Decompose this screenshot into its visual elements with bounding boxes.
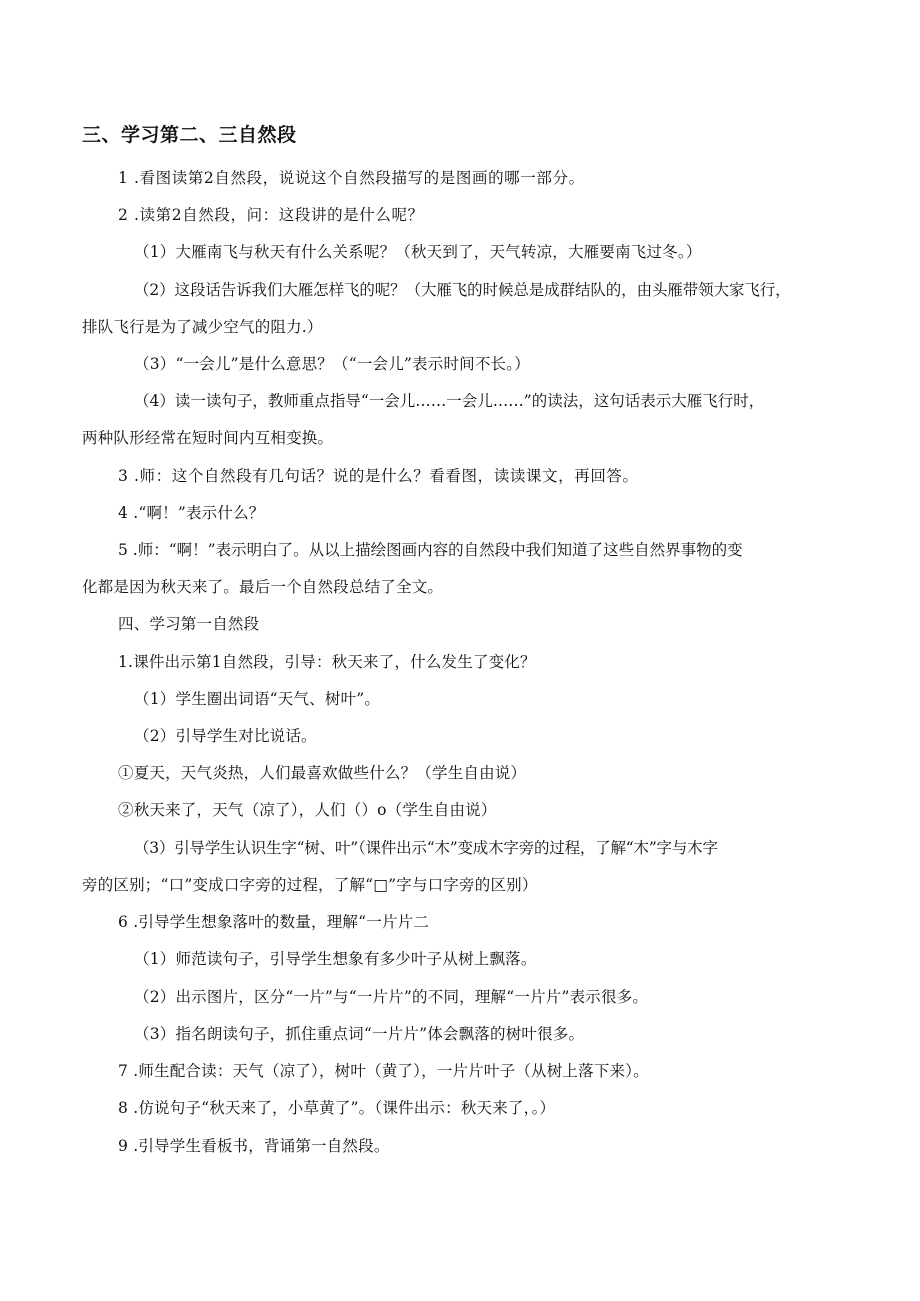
paragraph-line: 旁的区别；“口”变成口字旁的过程，了解“□”字与口字旁的区别） xyxy=(82,876,538,894)
paragraph-line: （1）师范读句子，引导学生想象有多少叶子从树上飘落。 xyxy=(134,950,537,968)
paragraph-line: 两种队形经常在短时间内互相变换。 xyxy=(82,429,334,447)
paragraph-line: （4）读一读句子，教师重点指导“一会儿……一会儿……”的读法，这句话表示大雁飞行时， xyxy=(134,392,765,410)
paragraph-line: 7 .师生配合读：天气（凉了），树叶（黄了），一片片叶子（从树上落下来）。 xyxy=(118,1062,649,1080)
paragraph-line: 2 .读第2自然段，问：这段讲的是什么呢？ xyxy=(118,206,424,224)
paragraph-line: （1）大雁南飞与秋天有什么关系呢？（秋天到了，天气转凉，大雁要南飞过冬。） xyxy=(134,243,702,261)
paragraph-line: 5 .师：“啊！”表示明白了。从以上描绘图画内容的自然段中我们知道了这些自然界事物的变 xyxy=(118,541,743,559)
paragraph-line: （2）出示图片，区分“一片”与“一片片”的不同，理解“一片片”表示很多。 xyxy=(134,988,649,1006)
paragraph-line: （3）“一会儿”是什么意思？（“一会儿”表示时间不长。） xyxy=(134,355,530,373)
section-heading: 三、学习第二、三自然段 xyxy=(82,124,297,146)
paragraph-line: 1 .看图读第2自然段，说说这个自然段描写的是图画的哪一部分。 xyxy=(118,169,585,187)
paragraph-line: 1.课件出示第1自然段，引导：秋天来了，什么发生了变化？ xyxy=(118,653,536,671)
paragraph-line: （3）引导学生认识生字“树、叶”（课件出示“木”变成木字旁的过程，了解“木”字与木字 xyxy=(134,839,718,857)
paragraph-line: 9 .引导学生看板书，背诵第一自然段。 xyxy=(118,1137,390,1155)
paragraph-line: （2）引导学生对比说话。 xyxy=(134,727,317,745)
paragraph-line: 8 .仿说句子“秋天来了，小草黄了”。（课件出示：秋天来了，。） xyxy=(118,1099,556,1117)
paragraph-line: 3 .师：这个自然段有几句话？说的是什么？看看图，读读课文，再回答。 xyxy=(118,467,639,485)
paragraph-line: ②秋天来了，天气（凉了），人们（）o（学生自由说） xyxy=(118,801,497,819)
subsection-heading: 四、学习第一自然段 xyxy=(118,615,260,633)
paragraph-line: （3）指名朗读句子，抓住重点词“一片片”体会飘落的树叶很多。 xyxy=(134,1025,585,1043)
paragraph-line: 化都是因为秋天来了。最后一个自然段总结了全文。 xyxy=(82,578,444,596)
paragraph-line: 排队飞行是为了减少空气的阻力.） xyxy=(82,318,323,336)
paragraph-line: 6 .引导学生想象落叶的数量，理解“一片片二 xyxy=(118,913,430,931)
paragraph-line: ①夏天，天气炎热，人们最喜欢做些什么？（学生自由说） xyxy=(118,764,527,782)
paragraph-line: （1）学生圈出词语“天气、树叶”。 xyxy=(134,690,381,708)
paragraph-line: （2）这段话告诉我们大雁怎样飞的呢？（大雁飞的时候总是成群结队的，由头雁带领大家飞行， xyxy=(134,281,791,299)
paragraph-line: 4 .“啊！”表示什么？ xyxy=(118,504,265,522)
